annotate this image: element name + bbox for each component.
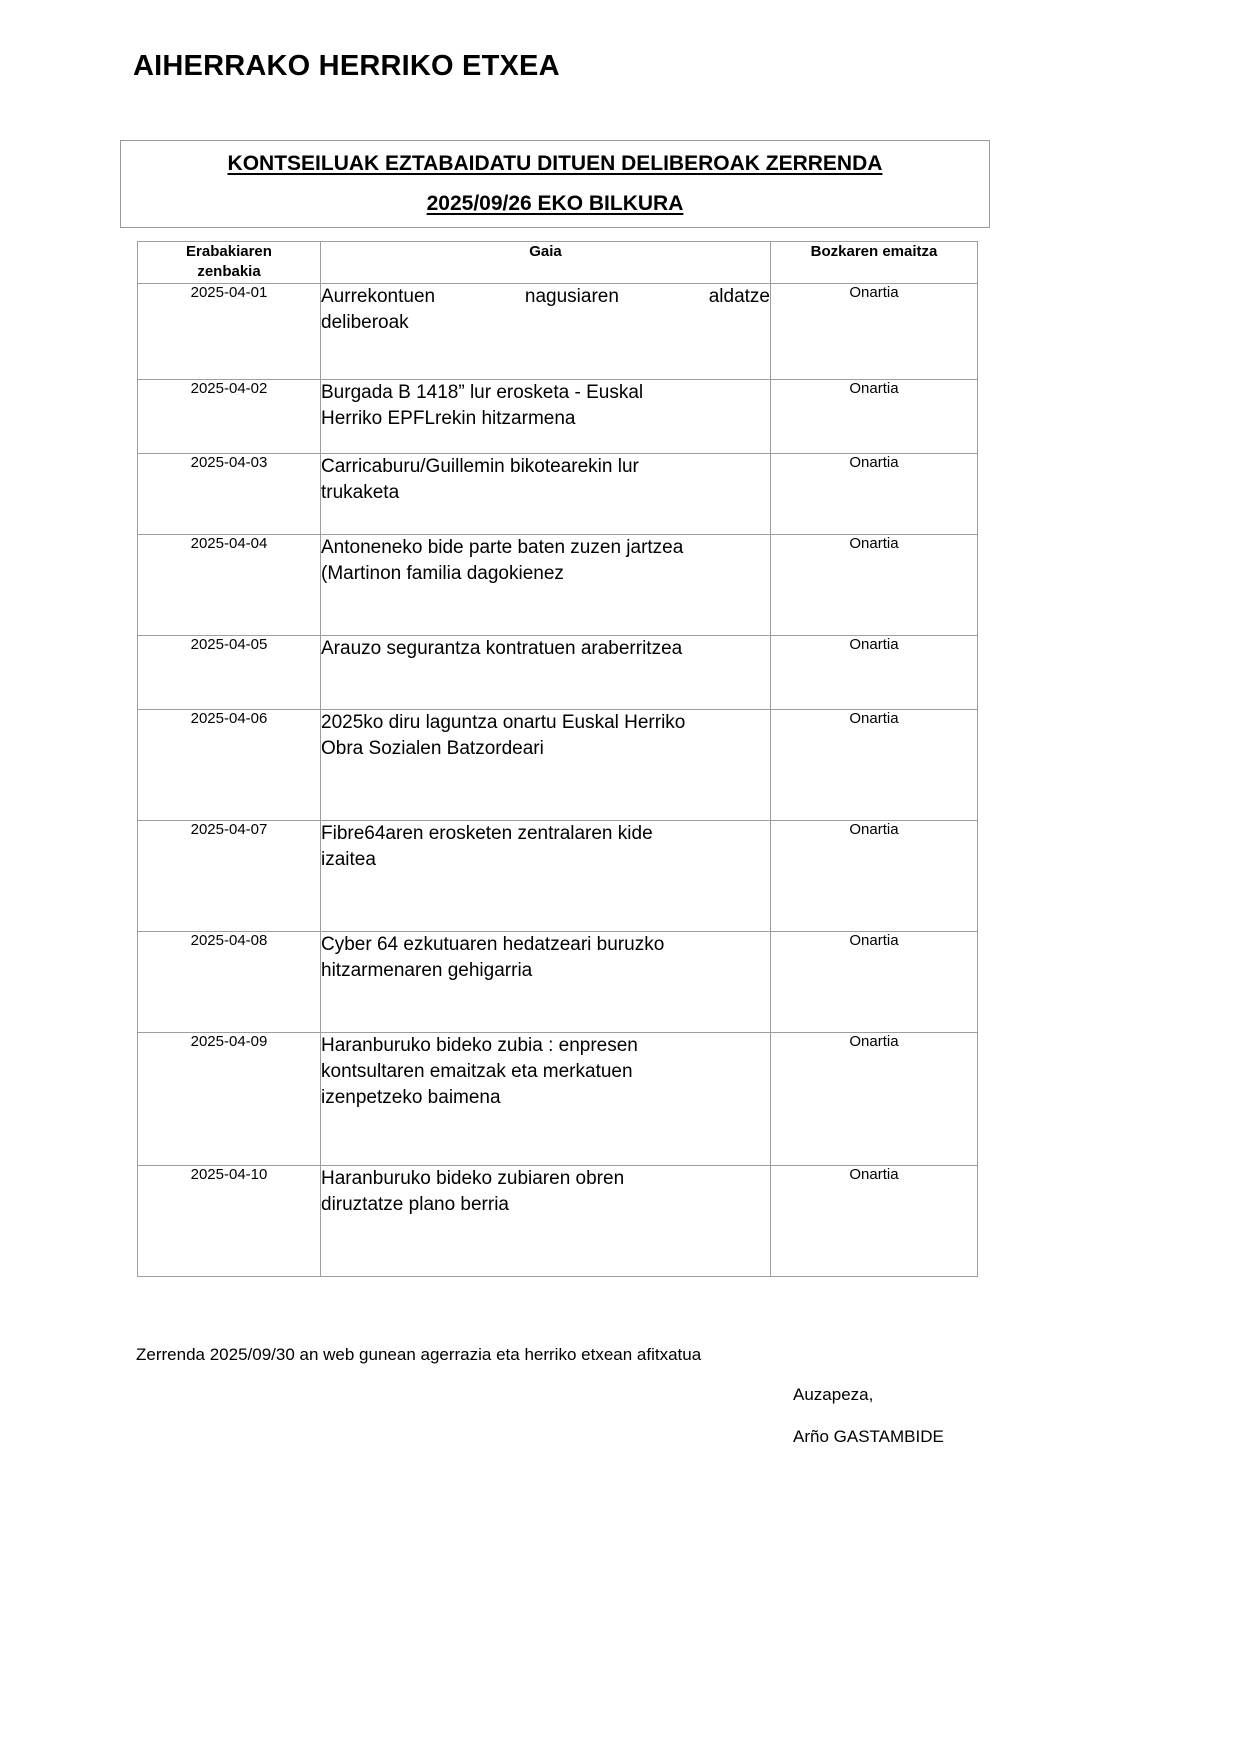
table-row xyxy=(138,709,978,820)
cell-decision-number: 2025-04-10 xyxy=(138,1165,321,1276)
cell-decision-number: 2025-04-01 xyxy=(138,283,321,379)
cell-vote-result: Onartia xyxy=(771,635,978,709)
cell-subject xyxy=(321,931,771,1032)
subject-line: Obra Sozialen Batzordeari xyxy=(321,737,544,759)
subject-line: izaitea xyxy=(321,848,376,870)
subject-line: Carricaburu/Guillemin bikotearekin lur xyxy=(321,455,639,477)
subject-line: Arauzo segurantza kontratuen araberritzea xyxy=(321,637,683,659)
cell-vote-result: Onartia xyxy=(771,1032,978,1165)
cell-vote-result: Onartia xyxy=(771,453,978,534)
cell-vote-result: Onartia xyxy=(771,283,978,379)
table-row xyxy=(138,1032,978,1165)
signature-name: Arño GASTAMBIDE xyxy=(793,1427,944,1446)
table-row xyxy=(138,931,978,1032)
cell-subject xyxy=(321,534,771,635)
header-title-line-1: KONTSEILUAK EZTABAIDATU DITUEN DELIBEROAK ZERRENDA xyxy=(227,152,883,176)
cell-decision-number: 2025-04-07 xyxy=(138,820,321,931)
table-row xyxy=(138,283,978,379)
cell-decision-number: 2025-04-08 xyxy=(138,931,321,1032)
subject-line: kontsultaren emaitzak eta merkatuen xyxy=(321,1060,633,1082)
table-row xyxy=(138,379,978,453)
subject-line: deliberoak xyxy=(321,311,409,333)
cell-subject xyxy=(321,635,771,709)
deliberations-table xyxy=(137,241,978,1277)
subject-line: Aurrekontuen nagusiaren aldatze xyxy=(321,285,770,307)
cell-vote-result: Onartia xyxy=(771,709,978,820)
subject-line: Haranburuko bideko zubiaren obren xyxy=(321,1167,625,1189)
subject-line: diruztatze plano berria xyxy=(321,1193,509,1215)
cell-subject xyxy=(321,453,771,534)
header-title-line-2: 2025/09/26 EKO BILKURA xyxy=(426,191,684,215)
cell-subject xyxy=(321,709,771,820)
column-header-number-line2: zenbakia xyxy=(197,263,261,281)
publication-note: Zerrenda 2025/09/30 an web gunean agerrazia eta herriko etxean afitxatua xyxy=(136,1345,702,1364)
cell-decision-number: 2025-04-04 xyxy=(138,534,321,635)
cell-decision-number: 2025-04-02 xyxy=(138,379,321,453)
cell-subject xyxy=(321,1032,771,1165)
column-header-number xyxy=(138,242,321,284)
cell-decision-number: 2025-04-09 xyxy=(138,1032,321,1165)
cell-vote-result: Onartia xyxy=(771,379,978,453)
subject-line: Burgada B 1418” lur erosketa - Euskal xyxy=(321,381,644,403)
subject-line: 2025ko diru laguntza onartu Euskal Herriko xyxy=(321,711,686,733)
table-row xyxy=(138,820,978,931)
column-header-subject: Gaia xyxy=(321,242,771,284)
table-row xyxy=(138,534,978,635)
signature-role: Auzapeza, xyxy=(793,1385,874,1404)
table-row xyxy=(138,1165,978,1276)
subject-line: hitzarmenaren gehigarria xyxy=(321,959,533,981)
cell-vote-result: Onartia xyxy=(771,931,978,1032)
column-header-number-line1: Erabakiaren xyxy=(186,243,272,260)
table-body xyxy=(138,283,978,1276)
subject-line: trukaketa xyxy=(321,481,400,503)
cell-subject xyxy=(321,379,771,453)
subject-line: Haranburuko bideko zubia : enpresen xyxy=(321,1034,638,1056)
subject-line: izenpetzeko baimena xyxy=(321,1086,501,1108)
subject-line: Herriko EPFLrekin hitzarmena xyxy=(321,407,576,429)
page-title: AIHERRAKO HERRIKO ETXEA xyxy=(133,50,560,82)
cell-vote-result: Onartia xyxy=(771,820,978,931)
column-header-vote: Bozkaren emaitza xyxy=(771,242,978,284)
cell-decision-number: 2025-04-05 xyxy=(138,635,321,709)
cell-subject xyxy=(321,820,771,931)
subject-line: Antoneneko bide parte baten zuzen jartzea xyxy=(321,536,684,558)
cell-subject xyxy=(321,283,771,379)
cell-vote-result: Onartia xyxy=(771,1165,978,1276)
cell-decision-number: 2025-04-06 xyxy=(138,709,321,820)
subject-line: (Martinon familia dagokienez xyxy=(321,562,564,584)
header-box xyxy=(120,140,990,228)
table-row xyxy=(138,635,978,709)
subject-line: Fibre64aren erosketen zentralaren kide xyxy=(321,822,653,844)
cell-subject xyxy=(321,1165,771,1276)
subject-line: Cyber 64 ezkutuaren hedatzeari buruzko xyxy=(321,933,665,955)
table-header-row xyxy=(138,242,978,284)
cell-vote-result: Onartia xyxy=(771,534,978,635)
table-row xyxy=(138,453,978,534)
cell-decision-number: 2025-04-03 xyxy=(138,453,321,534)
